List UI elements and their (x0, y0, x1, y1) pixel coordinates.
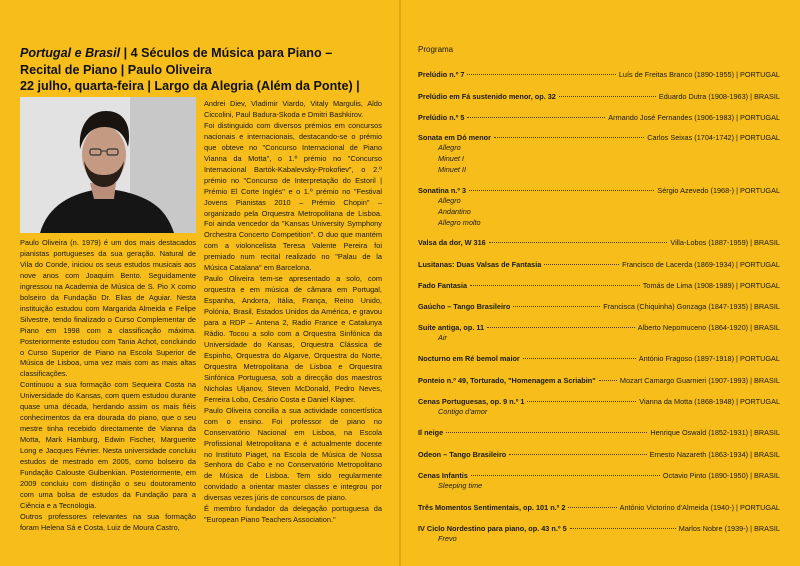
piece-composer: Vianna da Motta (1868-1948) | PORTUGAL (639, 397, 780, 406)
movement: Frevo (438, 534, 457, 543)
piece-composer: Francisca (Chiquinha) Gonzaga (1847-1935) | BRASIL (603, 302, 780, 311)
piece-composer: Carlos Seixas (1704-1742) | PORTUGAL (647, 133, 780, 142)
bio-paragraph: Continuou a sua formação com Sequeira Costa na Universidade do Kansas, com quem estudou durante quase uma década, herdando assim os mais fiéis conhecimentos da era dourada do piano, que o seu mestre tinha recebido directamente de Vianna da Motta, Mark Hamburg, Edwin Fischer, Marguerite Long e Jacques Février. Nesta universidade concluiu estudos de mestrado em 2005, como bolseiro da Fundação Calouste Gulbenkian. Posteriormente, em 2009 concluiu com distinção o seu doutoramento com uma bolsa de estudos da Fundação para a Ciência e a Tecnologia. (20, 380, 196, 510)
piece-title: Prelúdio n.º 5 (418, 113, 465, 122)
piece-composer: Luís de Freitas Branco (1890-1955) | PORTUGAL (618, 70, 780, 79)
programme-item (418, 470, 780, 492)
movement: Minuet I (438, 153, 464, 163)
piece-title: Cenas Infantis (418, 471, 468, 480)
piece-composer: António Victorino d'Almeida (1940-) | PORTUGAL (619, 503, 780, 512)
piece-title: Nocturno em Ré bemol maior (418, 354, 520, 363)
bio-paragraph: Paulo Oliveira concilia a sua actividade concertística com o ensino. Foi professor de piano no Conservatório Nacional em Lisboa, na Escola Profissional Metropolitana e é actualmente docente no Instituto Piaget, na Escola de Música de Nossa Senhora do Cabo e no Conservatório Metropolitano de Música de Lisboa. Tem sido regularmente convidado a orientar master classes e integrou por diversas vezes júris de concursos de piano. (204, 405, 382, 503)
programme-item (418, 185, 780, 228)
movement: Air (438, 333, 447, 342)
movement: Allegro molto (438, 217, 481, 227)
piece-title: Sonata em Dó menor (418, 133, 491, 142)
piece-composer: Octavio Pinto (1890-1950) | BRASIL (662, 471, 780, 480)
concert-title: | 4 Séculos de Música para Piano – Recital de Piano | Paulo Oliveira (20, 46, 333, 77)
programme-item (418, 449, 780, 460)
piece-title: Cenas Portuguesas, op. 9 n.º 1 (418, 397, 525, 406)
piece-title: Valsa da dor, W 316 (418, 238, 486, 247)
piece-title: Sonatina n.º 3 (418, 186, 467, 195)
movement: Andantino (438, 206, 471, 216)
piece-title: Lusitanas: Duas Valsas de Fantasia (418, 260, 542, 269)
piece-composer: Villa-Lobos (1887-1959) | BRASIL (670, 238, 780, 247)
programme-item (418, 502, 780, 513)
piece-composer: Sérgio Azevedo (1968-) | PORTUGAL (657, 186, 780, 195)
bio-paragraph: Andrei Diev, Vladimir Viardo, Vitaly Margulis, Aldo Ciccolini, Paul Badura-Skoda e Dmitri Bashkirov. (204, 99, 382, 119)
programa-heading: Programa (418, 45, 454, 54)
movement: Sleeping time (438, 481, 483, 490)
piece-title: Três Momentos Sentimentais, op. 101 n.º 2 (418, 503, 566, 512)
movement: Contigo d'amor (438, 407, 488, 416)
piece-title: Il neige (418, 428, 444, 437)
piece-title: Prelúdio em Fá sustenido menor, op. 32 (418, 92, 556, 101)
piece-composer: Mozart Camargo Guarnieri (1907-1993) | BRASIL (619, 376, 780, 385)
programme-item (418, 259, 780, 270)
portrait-photo-icon (20, 97, 196, 233)
bio-column-right (204, 99, 382, 526)
bio-paragraph: É membro fundador da delegação portuguesa da "European Piano Teachers Association." (204, 504, 382, 525)
programme-item (418, 112, 780, 123)
programme-item (418, 301, 780, 312)
piece-title: Suite antiga, op. 11 (418, 323, 485, 332)
piece-title: Fado Fantasia (418, 281, 468, 290)
piece-title: IV Ciclo Nordestino para piano, op. 43 n.º 5 (418, 524, 567, 533)
page-fold (399, 0, 401, 566)
programme-item (418, 132, 780, 175)
piece-composer: Tomás de Lima (1908-1989) | PORTUGAL (642, 281, 780, 290)
piece-title: Ponteio n.º 49, Torturado, "Homenagem a Scriabin" (418, 376, 596, 385)
piece-composer: Armando José Fernandes (1906-1983) | PORTUGAL (608, 113, 780, 122)
bio-paragraph: Paulo Oliveira (n. 1979) é um dos mais destacados pianistas portugueses da sua geração. Natural de Vila do Conde, iniciou os seus estudos musicais aos nove anos com Joaquim Bento. Seguidamente ingressou na Academia de Música de S. Pio X como bolseiro da Fundação Dr. Elias de Aguiar. Nesta instituição estudou com Margarida Almeida e Felipe Silvestre, tendo finalizado o Curso Complementar de Piano em 1998 com a classificação máxima. Posteriormente estudou com Tania Achot, concluindo o Curso Superior de Piano na Escola Superior de Música de Lisboa, uma vez mais com as mais altas classificações. (20, 238, 196, 379)
programme-item (418, 69, 780, 80)
movement: Allegro (438, 196, 461, 205)
bio-paragraph: Paulo Oliveira tem-se apresentado a solo, com orquestra e em música de câmara em Portugal, Espanha, Andorra, Itália, França, Reino Unido, Polónia, Brasil, Estados Unidos da América, e gravou para a RDP – Antena 2, Radio France e Catalunya Ràdio. Tocou a solo com a Orquestra Sinfónica da Universidade do Kansas, Orquestra Clássica de Espinho, Orquestra do Algarve, Orquestra do Norte, Orquestra Metropolitana de Lisboa e Orquestra Sinfónica Portuguesa, sob a direcção dos maestros Nicholas Uljanov, Steven McDonald, Pedro Neves, Ferreira Lobo, Cesário Costa e Daniel Klajner. (204, 274, 382, 404)
piece-composer: Marlos Nobre (1939-) | BRASIL (678, 524, 780, 533)
bio-column-left (20, 238, 196, 534)
programme-item (418, 427, 780, 438)
piece-composer: Ernesto Nazareth (1863-1934) | BRASIL (649, 450, 780, 459)
piece-composer: Alberto Nepomuceno (1864-1920) | BRASIL (637, 323, 780, 332)
piece-title: Gaúcho – Tango Brasileiro (418, 302, 511, 311)
programme-item (418, 523, 780, 545)
bio-paragraph: Outros professores relevantes na sua formação foram Helena Sá e Costa, Luiz de Moura Castro, (20, 511, 196, 532)
piece-composer: Henrique Oswald (1852-1931) | BRASIL (650, 428, 780, 437)
piece-title: Prelúdio n.º 7 (418, 70, 465, 79)
programme-item (418, 322, 780, 344)
bio-paragraph: Foi distinguido com diversos prémios em concursos nacionais e internacionais, destacando-se o prémio que obteve no "Concurso Internacional de Piano Vianna da Motta", o 1.º prémio no "Concurso Internacional Bartók-Kabalevsky-Prokofiev", o 2.º prémio no "Concurso de Interpretação do Estoril | Prémio El Corte Inglés" e o 1.º prémio no "Festival Jovens Pianistas 2010 – Prémio Chopin" – organizado pela Orquestra Metropolitana de Lisboa. Foi ainda vencedor da "Kansas University Symphony Orchestra Concerto Competition". O duo que mantém com a violoncelista Teresa Valente Pereira foi premiado num recital realizado no "Palau de la Música Catalana" em Barcelona. (204, 120, 382, 273)
movement: Allegro (438, 143, 461, 152)
piece-composer: António Fragoso (1897-1918) | PORTUGAL (638, 354, 780, 363)
concert-title-italic: Portugal e Brasil (20, 46, 121, 60)
programme-item (418, 280, 780, 291)
programme-item (418, 375, 780, 386)
programme-item (418, 396, 780, 418)
programme-item (418, 237, 780, 248)
movement: Minuet II (438, 164, 466, 174)
programme-item (418, 353, 780, 364)
concert-date-venue: 22 julho, quarta-feira | Largo da Alegria (Além da Ponte) | (20, 79, 360, 93)
portrait-photo (20, 97, 196, 233)
piece-title: Odeon – Tango Brasileiro (418, 450, 507, 459)
programme-item (418, 91, 780, 102)
piece-composer: Francisco de Lacerda (1869-1934) | PORTUGAL (622, 260, 780, 269)
piece-composer: Eduardo Dutra (1908-1963) | BRASIL (658, 92, 780, 101)
